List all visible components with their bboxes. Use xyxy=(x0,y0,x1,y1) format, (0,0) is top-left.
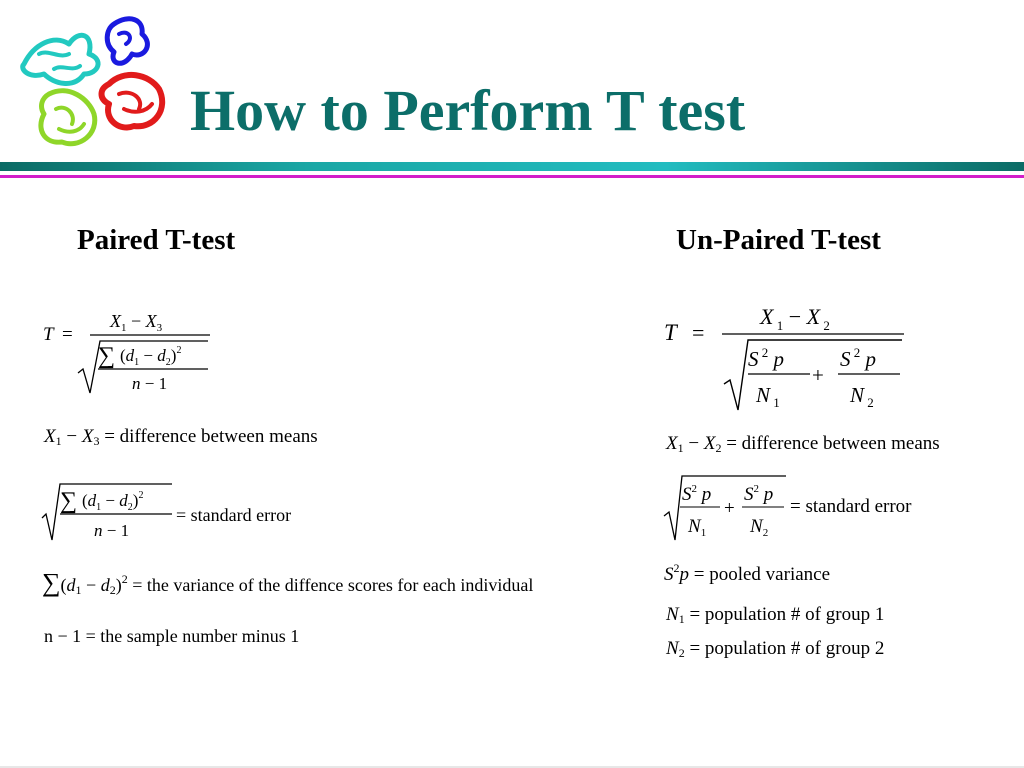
unpaired-heading: Un-Paired T-test xyxy=(676,224,881,256)
unpaired-t-formula xyxy=(660,298,910,416)
svg-text:(d1 − d2)2: $(d_1 - d_2)^2$ xyxy=(82,490,144,513)
svg-text:N 2: N $_2$ xyxy=(850,383,874,410)
unpaired-n1-def: $N_1$ = population # of group 1 xyxy=(666,604,885,626)
paired-variance-def: $\sum(d_1 - d_2)^2$ = the variance of the diffence scores for each individual xyxy=(42,568,534,597)
paired-t-formula xyxy=(40,305,240,400)
svg-text:N1: $N_1$ xyxy=(688,516,707,539)
svg-text:X 1 − X 2: X $_1$ − X $_2$ xyxy=(760,304,830,333)
svg-text:n − 1: n − 1 xyxy=(94,521,130,540)
svg-text:∑: ∑ xyxy=(60,488,78,514)
svg-text:∑: ∑ xyxy=(98,343,116,369)
page-title: How to Perform T test xyxy=(190,78,746,143)
paired-diff-means-def: $X_1 - X_3$ = difference between means xyxy=(44,426,318,448)
unpaired-std-error-def: = standard error xyxy=(790,496,912,517)
unpaired-diff-means-def: $X_1 - X_2$ = difference between means xyxy=(666,433,940,455)
title-rule-teal xyxy=(0,162,1024,171)
unpaired-std-error-expr xyxy=(662,472,790,544)
paired-std-error-def: = standard error xyxy=(176,505,292,525)
protein-structure-icon xyxy=(14,14,174,154)
svg-text:=: = xyxy=(62,324,73,345)
svg-text:S 2 p: S $^2$ p xyxy=(748,345,784,371)
svg-text:X1 − X3: $X_1 - X_3$ xyxy=(110,311,163,334)
title-rule-magenta xyxy=(0,175,1024,178)
paired-std-error-expr xyxy=(40,478,180,548)
svg-text:(d1 − d2)2: $(d_1 - d_2)^2$ xyxy=(120,345,182,368)
paired-sample-def: n − 1 = the sample number minus 1 xyxy=(44,626,300,646)
svg-text:S2 p: $S^2$ p xyxy=(744,483,774,505)
svg-text:+: + xyxy=(812,363,824,387)
svg-text:S 2 p: S $^2$ p xyxy=(840,345,876,371)
svg-text:N 1: N $_1$ xyxy=(756,383,780,410)
unpaired-n2-def: $N_2$ = population # of group 2 xyxy=(666,638,885,660)
svg-text:N2: $N_2$ xyxy=(750,516,769,539)
svg-text:=: = xyxy=(692,320,705,345)
paired-heading: Paired T-test xyxy=(77,224,236,256)
formula-lhs: T xyxy=(43,324,54,345)
unpaired-pooled-def: $S^2p$ = pooled variance xyxy=(664,561,831,585)
svg-text:n − 1: n − 1 xyxy=(132,374,168,393)
svg-text:S2 p: $S^2$ p xyxy=(682,483,712,505)
svg-text:+: + xyxy=(724,498,735,519)
formula-lhs: T xyxy=(664,320,677,345)
